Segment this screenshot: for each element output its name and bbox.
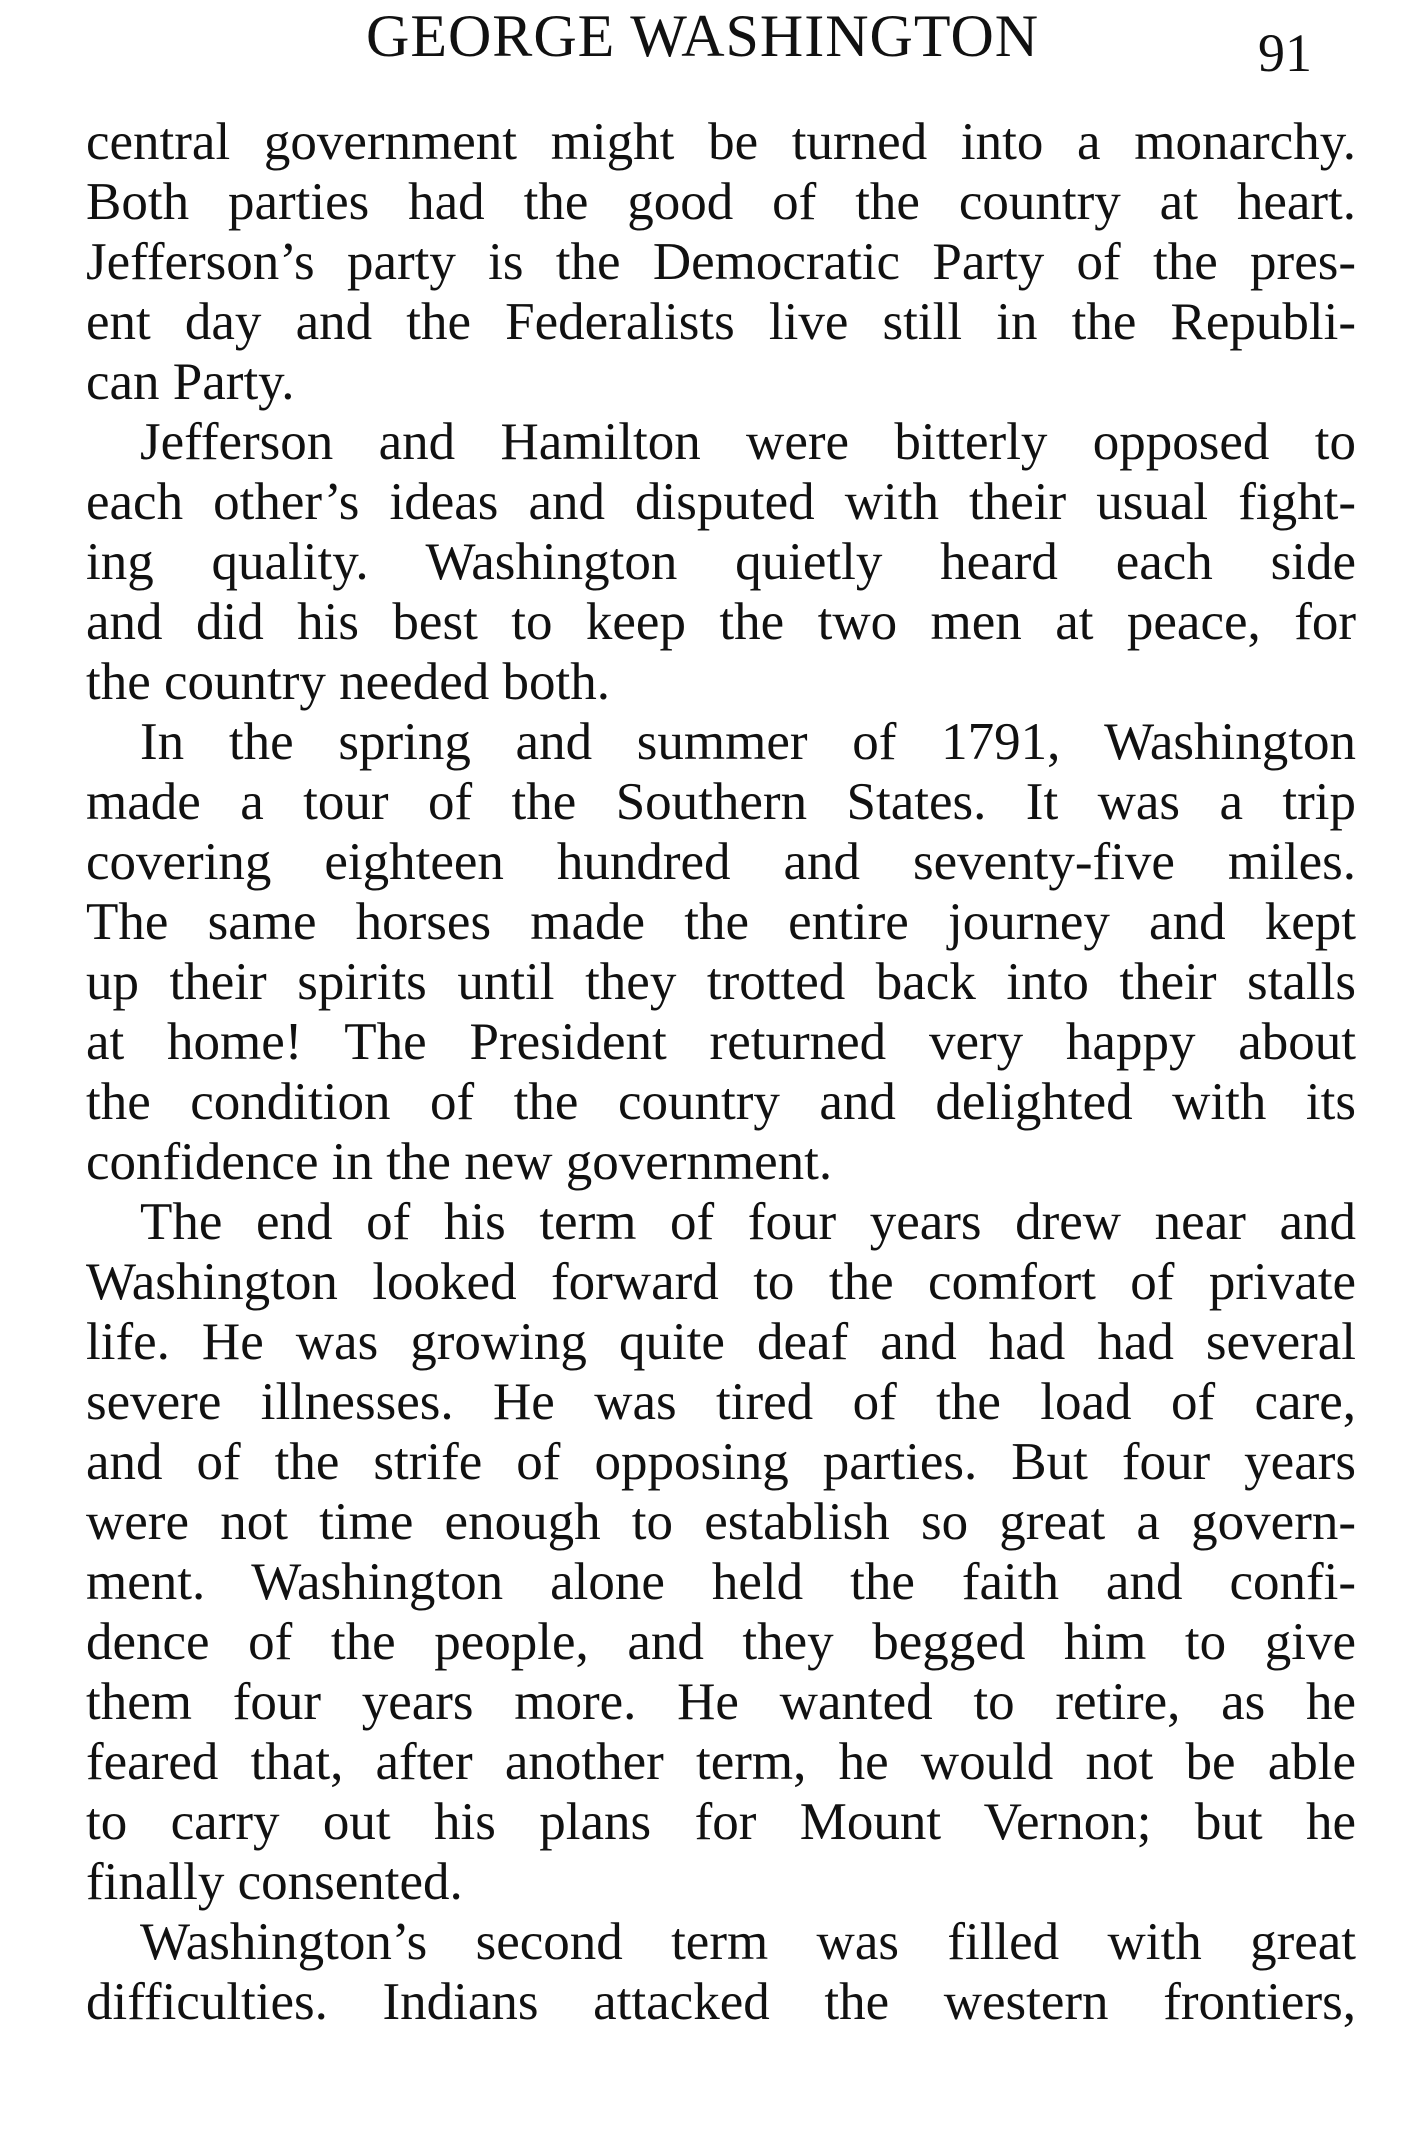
text-line: confidence in the new government. — [86, 1133, 833, 1191]
text-line: ent day and the Federalists live still in the Republi- — [86, 293, 1356, 351]
text-line: Washington looked forward to the comfort of private — [86, 1253, 1356, 1311]
running-title: GEORGE WASHINGTON — [366, 3, 1040, 69]
text-line: to carry out his plans for Mount Vernon; but he — [86, 1793, 1356, 1851]
paragraph-1 — [86, 112, 1356, 412]
paragraph-3 — [86, 712, 1356, 1192]
text-line: and did his best to keep the two men at peace, for — [86, 593, 1356, 651]
body-text — [86, 112, 1356, 2032]
text-line: severe illnesses. He was tired of the load of care, — [86, 1373, 1356, 1431]
text-line: In the spring and summer of 1791, Washington — [140, 713, 1356, 771]
text-line: ing quality. Washington quietly heard each side — [86, 533, 1356, 591]
text-line: them four years more. He wanted to retire, as he — [86, 1673, 1356, 1731]
text-line: central government might be turned into a monarchy. — [86, 113, 1356, 171]
text-line: Jefferson and Hamilton were bitterly opposed to — [140, 413, 1356, 471]
text-line: The end of his term of four years drew near and — [140, 1193, 1356, 1251]
text-line: made a tour of the Southern States. It was a trip — [86, 773, 1356, 831]
text-line: difficulties. Indians attacked the western frontiers, — [86, 1973, 1356, 2031]
page-number: 91 — [1258, 23, 1312, 83]
paragraph-4 — [86, 1192, 1356, 1912]
text-line: the condition of the country and delighted with its — [86, 1073, 1356, 1131]
text-line: at home! The President returned very happy about — [86, 1013, 1356, 1071]
text-line: Jefferson’s party is the Democratic Party of the pres- — [86, 233, 1356, 291]
paragraph-2 — [86, 412, 1356, 712]
paragraph-5 — [86, 1912, 1356, 2032]
text-line: and of the strife of opposing parties. But four years — [86, 1433, 1356, 1491]
text-line: life. He was growing quite deaf and had had several — [86, 1313, 1356, 1371]
text-line: covering eighteen hundred and seventy-five miles. — [86, 833, 1356, 891]
text-line: were not time enough to establish so great a govern- — [86, 1493, 1356, 1551]
text-line: can Party. — [86, 353, 295, 411]
text-line: dence of the people, and they begged him to give — [86, 1613, 1356, 1671]
text-line: Both parties had the good of the country at heart. — [86, 173, 1356, 231]
text-line: Washington’s second term was filled with great — [140, 1913, 1356, 1971]
text-line: ment. Washington alone held the faith and confi- — [86, 1553, 1356, 1611]
text-line: The same horses made the entire journey and kept — [86, 893, 1356, 951]
text-line: up their spirits until they trotted back into their stalls — [86, 953, 1356, 1011]
text-line: feared that, after another term, he would not be able — [86, 1733, 1356, 1791]
text-line: the country needed both. — [86, 653, 610, 711]
text-line: finally consented. — [86, 1853, 463, 1911]
text-line: each other’s ideas and disputed with their usual fight- — [86, 473, 1356, 531]
